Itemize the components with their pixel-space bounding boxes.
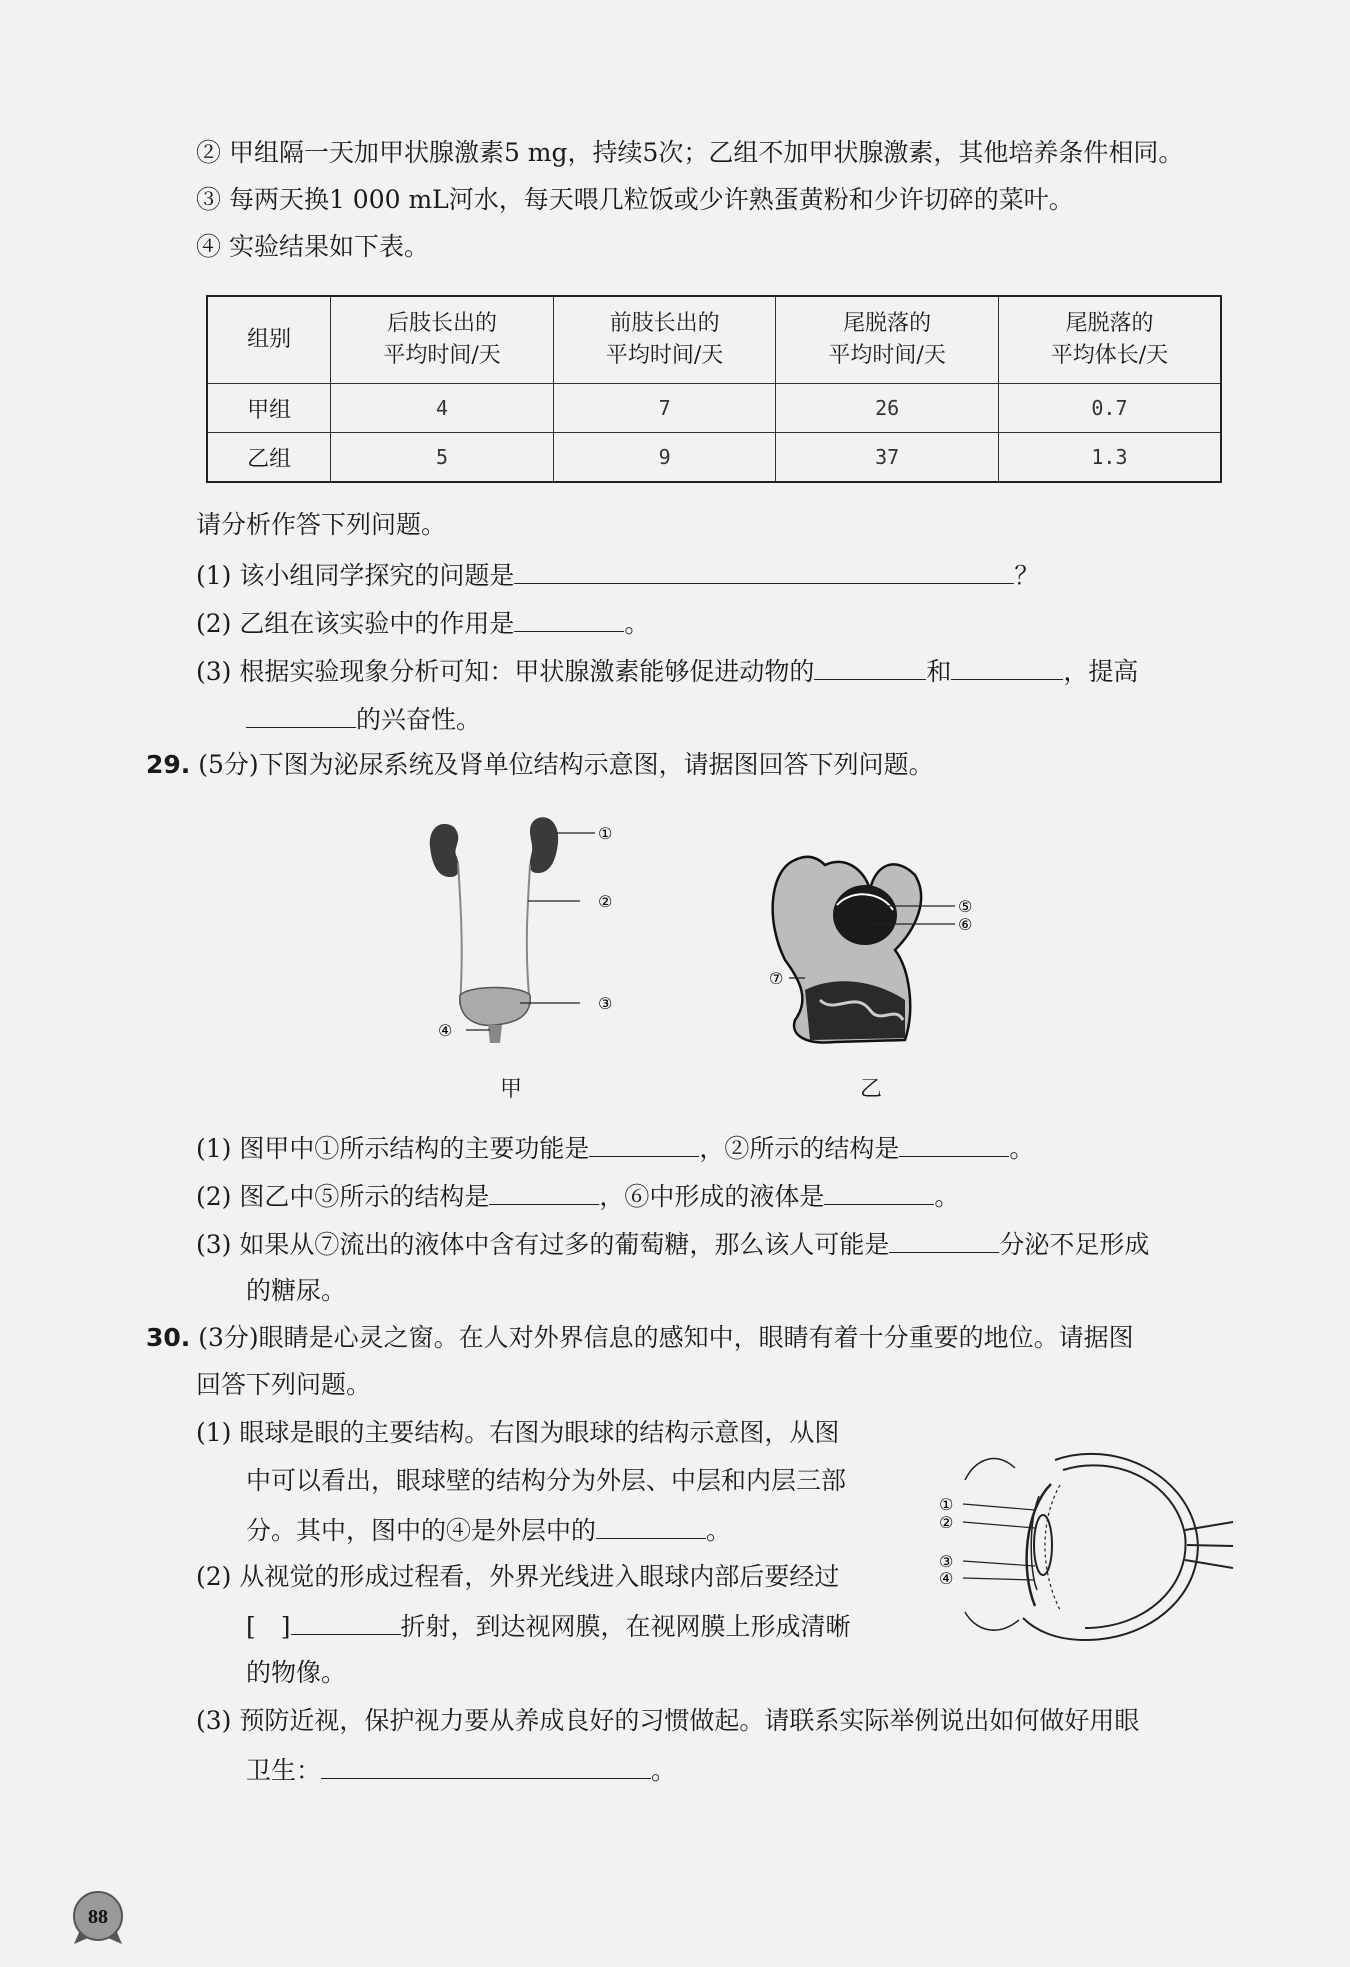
q30-stem-cont: 回答下列问题。 xyxy=(196,1370,372,1399)
q30-sub1-cont2: 分。其中，图中的④是外层中的 。 xyxy=(246,1512,731,1548)
eye-label-4: ④ xyxy=(939,1569,954,1588)
q28-sub3-cont: 的兴奋性。 xyxy=(246,701,481,737)
header-tail-time: 尾脱落的 平均时间/天 xyxy=(776,296,999,384)
ureter-icon xyxy=(458,863,530,1005)
answer-blank[interactable] xyxy=(889,1226,999,1253)
value-cell: 0.7 xyxy=(998,384,1221,433)
answer-blank[interactable] xyxy=(589,1130,699,1157)
urinary-system-figure xyxy=(420,805,630,1060)
answer-blank[interactable] xyxy=(814,653,926,680)
q30-sub2-cont2: 的物像。 xyxy=(246,1658,347,1687)
q30-sub1-cont: 中可以看出，眼球壁的结构分为外层、中层和内层三部 xyxy=(246,1466,847,1495)
label-3: ③ xyxy=(598,994,613,1013)
label-4: ④ xyxy=(438,1021,453,1040)
value-cell: 26 xyxy=(776,384,999,433)
q30-stem: 30. (3分)眼睛是心灵之窗。在人对外界信息的感知中，眼睛有着十分重要的地位。请据图 xyxy=(146,1323,1134,1352)
value-cell: 4 xyxy=(331,384,554,433)
nephron-figure xyxy=(765,850,995,1050)
step-2: ② 甲组隔一天加甲状腺激素5 mg，持续5次；乙组不加甲状腺激素，其他培养条件相同。 xyxy=(196,138,1184,167)
page-number: 88 xyxy=(88,1906,108,1928)
kidney-icon xyxy=(430,817,558,877)
q28-sub1: (1) 该小组同学探究的问题是 ？ xyxy=(196,557,1039,593)
answer-blank[interactable] xyxy=(514,557,1014,584)
header-tail-length: 尾脱落的 平均体长/天 xyxy=(998,296,1221,384)
answer-blank[interactable] xyxy=(899,1130,1009,1157)
header-forelimb: 前肢长出的 平均时间/天 xyxy=(553,296,776,384)
q28-sub3: (3) 根据实验现象分析可知：甲状腺激素能够促进动物的 和 ，提高 xyxy=(196,653,1138,689)
value-cell: 37 xyxy=(776,433,999,483)
eyeball-icon xyxy=(965,1454,1233,1640)
q30-sub1: (1) 眼球是眼的主要结构。右图为眼球的结构示意图，从图 xyxy=(196,1418,840,1447)
table-header-row xyxy=(207,296,1221,384)
q30-sub2-cont: [ ] 折射，到达视网膜，在视网膜上形成清晰 xyxy=(246,1608,851,1644)
eye-label-1: ① xyxy=(939,1495,954,1514)
group-cell: 甲组 xyxy=(207,384,331,433)
question-number: 30. xyxy=(146,1323,191,1352)
value-cell: 9 xyxy=(553,433,776,483)
step-3: ③ 每两天换1 000 mL河水，每天喂几粒饭或少许熟蛋黄粉和少许切碎的菜叶。 xyxy=(196,185,1074,214)
label-5: ⑤ xyxy=(958,897,973,916)
answer-blank[interactable] xyxy=(246,701,356,728)
value-cell: 5 xyxy=(331,433,554,483)
eyeball-figure xyxy=(935,1440,1235,1650)
question-number: 29. xyxy=(146,750,191,779)
answer-blank[interactable] xyxy=(489,1178,599,1205)
label-1: ① xyxy=(598,824,613,843)
step-4: ④ 实验结果如下表。 xyxy=(196,232,429,261)
answer-blank[interactable] xyxy=(824,1178,934,1205)
q28-prompt: 请分析作答下列问题。 xyxy=(196,510,447,539)
figure-caption-b: 乙 xyxy=(860,1077,883,1102)
header-group: 组别 xyxy=(207,296,331,384)
eye-label-2: ② xyxy=(939,1513,954,1532)
label-7: ⑦ xyxy=(769,969,784,988)
q30-sub3: (3) 预防近视，保护视力要从养成良好的习惯做起。请联系实际举例说出如何做好用眼 xyxy=(196,1706,1140,1735)
page-number-badge xyxy=(70,1890,126,1946)
answer-blank[interactable] xyxy=(951,653,1063,680)
bladder-icon xyxy=(460,988,530,1044)
q29-sub3-cont: 的糖尿。 xyxy=(246,1276,347,1305)
label-6: ⑥ xyxy=(958,915,973,934)
table-row xyxy=(207,384,1221,433)
q30-sub2: (2) 从视觉的形成过程看，外界光线进入眼球内部后要经过 xyxy=(196,1562,840,1591)
header-hindlimb: 后肢长出的 平均时间/天 xyxy=(331,296,554,384)
figure-caption-a: 甲 xyxy=(500,1077,523,1102)
q29-stem: 29. (5分)下图为泌尿系统及肾单位结构示意图，请据图回答下列问题。 xyxy=(146,750,934,779)
group-cell: 乙组 xyxy=(207,433,331,483)
answer-blank[interactable] xyxy=(514,605,624,632)
label-2: ② xyxy=(598,892,613,911)
nephron-icon xyxy=(773,857,921,1043)
answer-blank[interactable] xyxy=(596,1512,706,1539)
eye-label-3: ③ xyxy=(939,1552,954,1571)
q29-sub1: (1) 图甲中①所示结构的主要功能是 ，②所示的结构是 。 xyxy=(196,1130,1034,1166)
value-cell: 7 xyxy=(553,384,776,433)
q30-sub3-cont: 卫生： 。 xyxy=(246,1752,676,1788)
q29-sub2: (2) 图乙中⑤所示的结构是 ，⑥中形成的液体是 。 xyxy=(196,1178,959,1214)
value-cell: 1.3 xyxy=(998,433,1221,483)
table-row xyxy=(207,433,1221,483)
q29-sub3: (3) 如果从⑦流出的液体中含有过多的葡萄糖，那么该人可能是 分泌不足形成 xyxy=(196,1226,1149,1262)
answer-blank[interactable] xyxy=(321,1752,651,1779)
q28-sub2: (2) 乙组在该实验中的作用是 。 xyxy=(196,605,649,641)
results-table xyxy=(206,295,1222,483)
answer-blank[interactable] xyxy=(291,1608,401,1635)
